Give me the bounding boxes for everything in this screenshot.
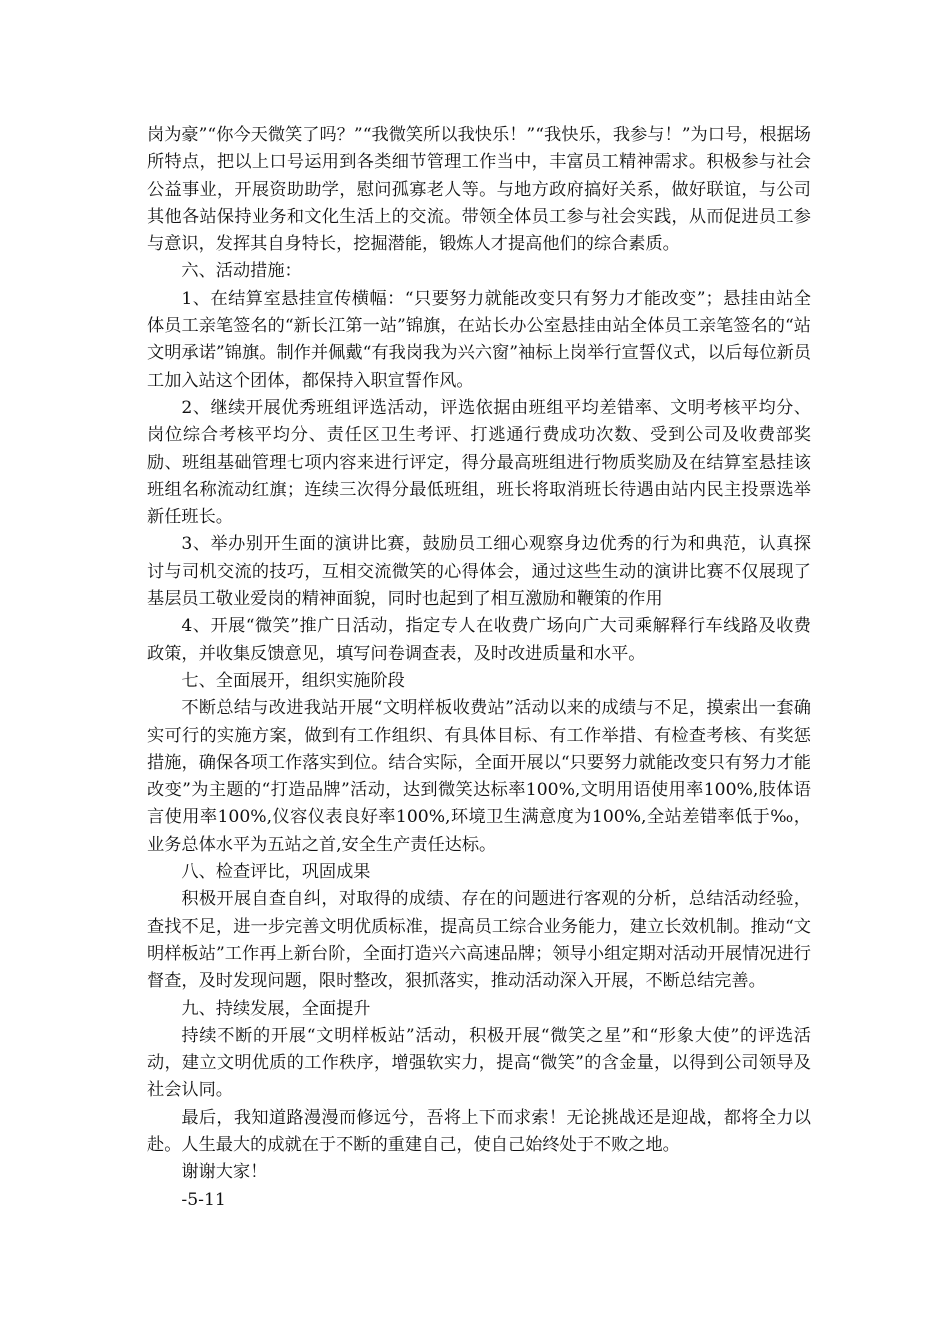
- heading-sustained-development: 九、持续发展，全面提升: [181, 998, 371, 1019]
- paragraph-implementation: 不断总结与改进我站开展“文明样板收费站”活动以来的成绩与不足，摸索出一套确实可行的实施方案，做到有工作组织、有具体目标、有工作举措、有检查考核、有奖惩措施，确保各项工作落实到位。结合实际，全面开展以“只要努力就能改变只有努力才能改变”为主题的“打造品牌”活动，达到微笑达标率100%,文明用语使用率100%,肢体语言使用率100%,仪容仪表良好率100%,环境卫生满意度为100%,全站差错率低于‰，业务总体水平为五站之首,安全生产责任达标。: [147, 698, 811, 855]
- paragraph-sustained-development: 持续不断的开展“文明样板站”活动，积极开展“微笑之星”和“形象大使”的评选活动，建立文明优质的工作秩序，增强软实力，提高“微笑”的含金量，以得到公司领导及社会认同。: [147, 1025, 811, 1101]
- date-line: -5-11: [181, 1189, 226, 1210]
- paragraph-slogans: 岗为豪”“你今天微笑了吗？”“我微笑所以我快乐！”“我快乐，我参与！”为口号，根据场所特点，把以上口号运用到各类细节管理工作当中，丰富员工精神需求。积极参与社会公益事业，开展资助助学，慰问孤寡老人等。与地方政府搞好关系，做好联谊，与公司其他各站保持业务和文化生活上的交流。带领全体员工参与社会实践，从而促进员工参与意识，发挥其自身特长，挖掘潜能，锻炼人才提高他们的综合素质。: [147, 125, 811, 255]
- paragraph-thanks: 谢谢大家！: [181, 1162, 268, 1183]
- paragraph-inspection: 积极开展自查自纠，对取得的成绩、存在的问题进行客观的分析，总结活动经验，查找不足，进一步完善文明优质标准，提高员工综合业务能力，建立长效机制。推动“文明样板站”工作再上新台阶，全面打造兴六高速品牌；领导小组定期对活动开展情况进行督查，及时发现问题，限时整改，狠抓落实，推动活动深入开展，不断总结完善。: [147, 889, 811, 992]
- heading-activity-measures: 六、活动措施：: [181, 261, 302, 282]
- heading-implementation-stage: 七、全面展开，组织实施阶段: [181, 670, 405, 691]
- paragraph-measure-2: 2、继续开展优秀班组评选活动，评选依据由班组平均差错率、文明考核平均分、岗位综合考核平均分、责任区卫生考评、打逃通行费成功次数、受到公司及收费部奖励、班组基础管理七项内容来进行评定，得分最高班组进行物质奖励及在结算室悬挂该班组名称流动红旗；连续三次得分最低班组，班长将取消班长待遇由站内民主投票选举新任班长。: [147, 397, 811, 528]
- paragraph-measure-1: 1、在结算室悬挂宣传横幅：“只要努力就能改变只有努力才能改变”；悬挂由站全体员工亲笔签名的“新长江第一站”锦旗，在站长办公室悬挂由站全体员工亲笔签名的“站文明承诺”锦旗。制作并佩戴“有我岗我为兴六窗”袖标上岗举行宣誓仪式，以后每位新员工加入站这个团体，都保持入职宣誓作风。: [147, 288, 811, 391]
- paragraph-measure-4: 4、开展“微笑”推广日活动，指定专人在收费广场向广大司乘解释行车线路及收费政策，并收集反馈意见，填写问卷调查表，及时改进质量和水平。: [147, 616, 811, 664]
- heading-inspection: 八、检查评比，巩固成果: [181, 862, 371, 883]
- paragraph-measure-3: 3、举办别开生面的演讲比赛，鼓励员工细心观察身边优秀的行为和典范，认真探讨与司机交流的技巧，互相交流微笑的心得体会，通过这些生动的演讲比赛不仅展现了基层员工敬业爱岗的精神面貌，同时也起到了相互激励和鞭策的作用: [147, 534, 811, 610]
- paragraph-closing: 最后，我知道路漫漫而修远兮，吾将上下而求索！无论挑战还是迎战，都将全力以赴。人生最大的成就在于不断的重建自己，使自己始终处于不败之地。: [147, 1107, 811, 1155]
- document-body: [147, 122, 811, 1214]
